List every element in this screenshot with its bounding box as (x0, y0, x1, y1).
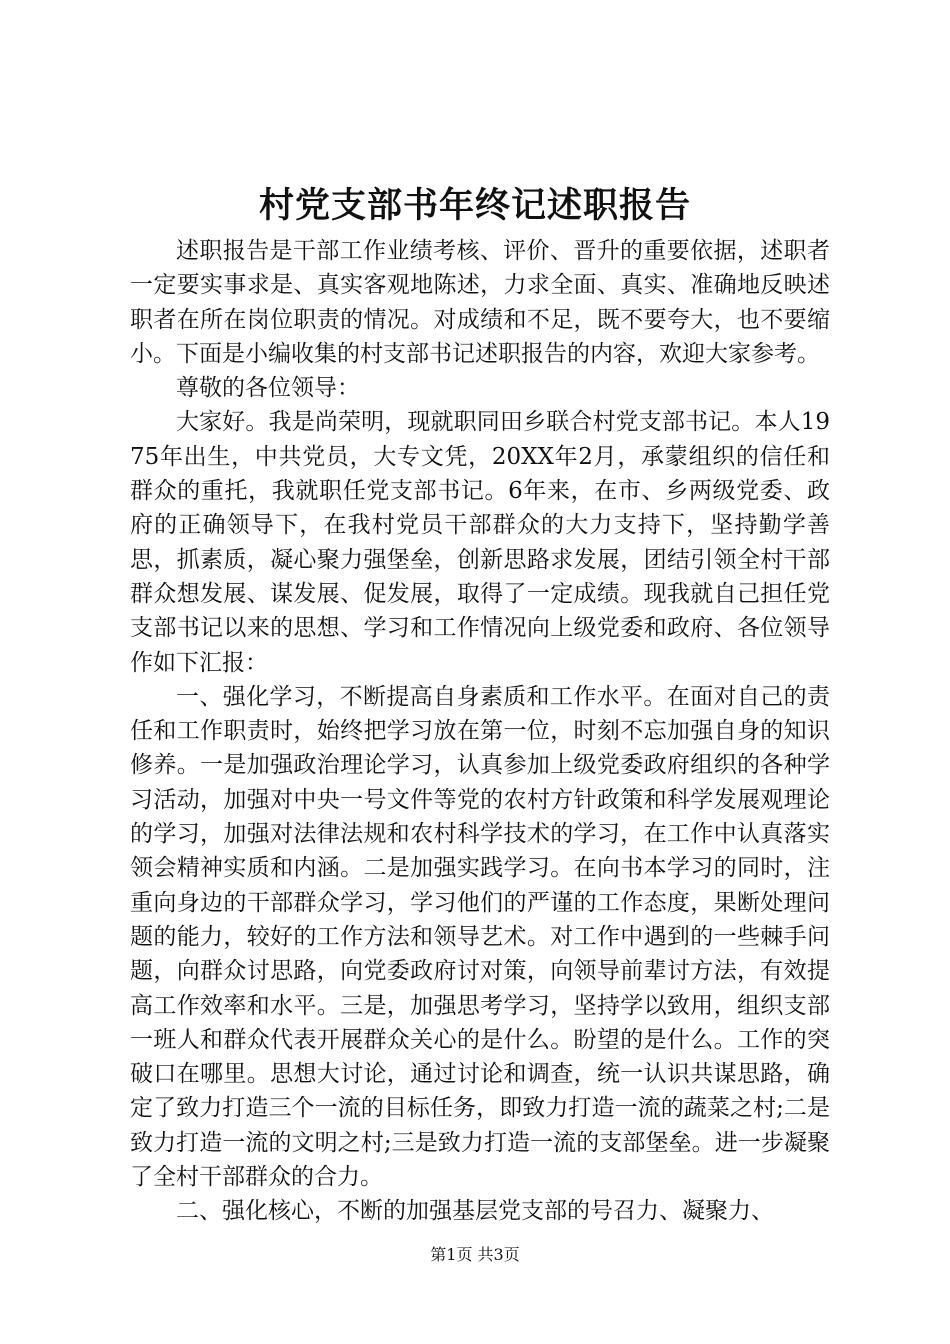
page-number-footer: 第1页 共3页 (430, 1245, 520, 1264)
paragraph-intro: 述职报告是干部工作业绩考核、评价、晋升的重要依据，述职者一定要实事求是、真实客观地陈述，力求全面、真实、准确地反映述职者在所在岗位职责的情况。对成绩和不足，既不要夸大，也不要缩小。下面是小编收集的村支部书记述职报告的内容，欢迎大家参考。 (130, 238, 830, 367)
paragraph-salutation: 尊敬的各位领导： (176, 375, 360, 402)
paragraph-greeting: 大家好。我是尚荣明，现就职同田乡联合村党支部书记。本人1975年出生，中共党员，大专文凭，20XX年2月，承蒙组织的信任和群众的重托，我就职任党支部书记。6年来，在市、乡两级党委、政府的正确领导下，在我村党员干部群众的大力支持下，坚持勤学善思，抓素质，凝心聚力强堡垒，创新思路求发展，团结引领全村干部群众想发展、谋发展、促发展，取得了一定成绩。现我就自己担任党支部书记以来的思想、学习和工作情况向上级党委和政府、各位领导作如下汇报： (130, 409, 830, 676)
paragraph-section-two: 二、强化核心，不断的加强基层党支部的号召力、凝聚力、 (176, 1198, 774, 1225)
paragraph-section-one: 一、强化学习，不断提高自身素质和工作水平。在面对自己的责任和工作职责时，始终把学习放在第一位，时刻不忘加强自身的知识修养。一是加强政治理论学习，认真参加上级党委政府组织的各种学习活动，加强对中央一号文件等党的农村方针政策和科学发展观理论的学习，加强对法律法规和农村科学技术的学习，在工作中认真落实领会精神实质和内涵。二是加强实践学习。在向书本学习的同时，注重向身边的干部群众学习，学习他们的严谨的工作态度，果断处理问题的能力，较好的工作方法和领导艺术。对工作中遇到的一些棘手问题，向群众讨思路，向党委政府讨对策，向领导前辈讨方法，有效提高工作效率和水平。三是，加强思考学习，坚持学以致用，组织支部一班人和群众代表开展群众关心的是什么。盼望的是什么。工作的突破口在哪里。思想大讨论，通过讨论和调查，统一认识共谋思路，确定了致力打造三个一流的目标任务，即致力打造一流的蔬菜之村;二是致力打造一流的文明之村;三是致力打造一流的支部堡垒。进一步凝聚了全村干部群众的合力。 (130, 683, 830, 1191)
document-title: 村党支部书年终记述职报告 (258, 185, 691, 226)
document-body (130, 234, 830, 1229)
